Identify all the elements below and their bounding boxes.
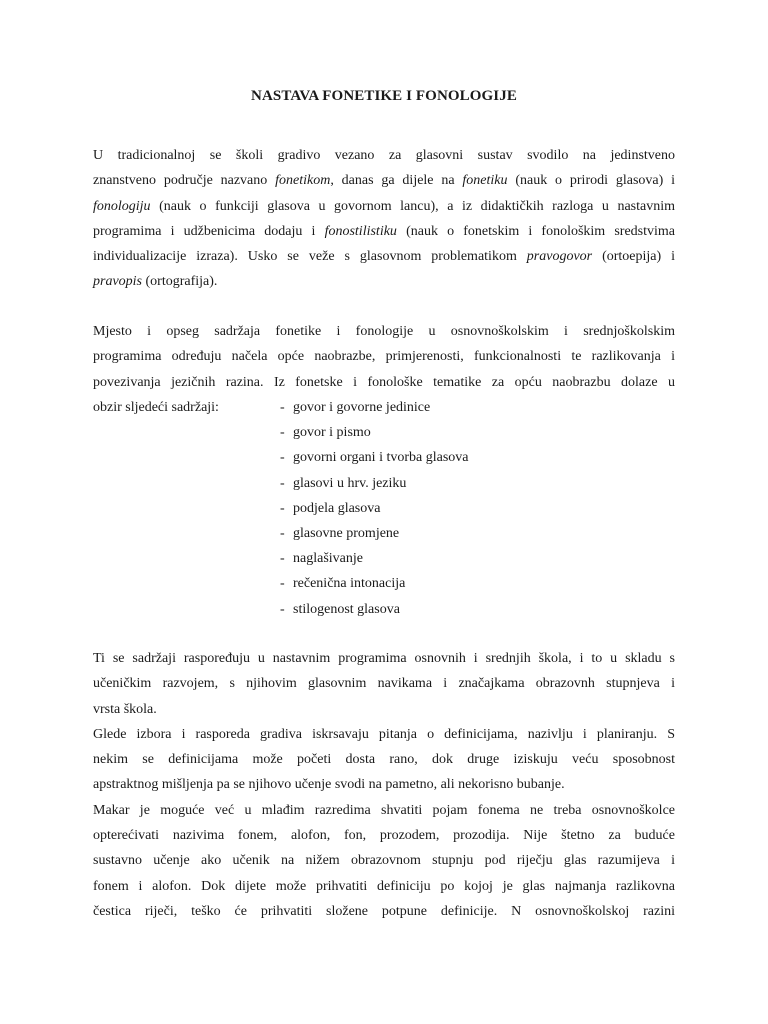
text-line: programima određuju načela opće naobrazbe, primjerenosti, funkcionalnosti te razlikovanja i — [93, 349, 675, 365]
list-item: - glasovi u hrv. jeziku — [280, 475, 407, 491]
text-line: apstraktnog mišljenja pa se njihovo učenje svodi na pametno, ali nekorisno bubanje. — [93, 777, 565, 793]
text-line: fonem i alofon. Dok dijete može prihvatiti definiciju po kojoj je glas najmanja razlikovna — [93, 878, 675, 894]
text-line: čestica riječi, teško će prihvatiti složene potpune definicije. N osnovnoškolskoj razini — [93, 903, 675, 919]
text-line: povezivanja jezičnih razina. Iz fonetske i fonološke tematike za opću naobrazbu dolaze u — [93, 374, 675, 390]
text-line: Ti se sadržaji raspoređuju u nastavnim programima osnovnih i srednjih škola, i to u skladu s — [93, 651, 675, 666]
text-line: pravopis (ortografija). — [93, 274, 218, 290]
paragraph-distribution — [93, 646, 675, 924]
list-item: - govor i govorne jedinice — [280, 400, 431, 415]
text-line: sustavno učenje ako učenik na nižem obrazovnom stupnju pod riječju glas razumijeva i — [93, 853, 675, 869]
list-item: - govorni organi i tvorba glasova — [280, 450, 469, 466]
page-title: NASTAVA FONETIKE I FONOLOGIJE — [251, 88, 517, 104]
text-line: U tradicionalnoj se školi gradivo vezano za glasovni sustav svodilo na jedinstveno — [93, 148, 675, 163]
text-line: nekim se definicijama može početi dosta rano, dok druge iziskuju veću sposobnost — [93, 752, 675, 768]
text-line: znanstveno područje nazvano fonetikom, danas ga dijele na fonetiku (nauk o prirodi glasova) i — [93, 173, 675, 189]
list-item: - glasovne promjene — [280, 525, 400, 541]
paragraph-content-scope — [93, 319, 675, 395]
text-line: Makar je moguće već u mlađim razredima shvatiti pojam fonema ne treba osnovnoškolce — [93, 802, 675, 818]
list-item: - podjela glasova — [280, 500, 381, 516]
text-line: opterećivati nazivima fonem, alofon, fon, prozodem, prozodija. Nije štetno za buduće — [93, 828, 675, 844]
text-line: individualizacije izraza). Usko se veže s glasovnom problematikom pravogovor (ortoepija) i — [93, 249, 675, 265]
list-intro-text: obzir sljedeći sadržaji: — [93, 400, 219, 415]
text-line: Mjesto i opseg sadržaja fonetike i fonologije u osnovnoškolskim i srednjoškolskim — [93, 324, 675, 339]
list-item: - govor i pismo — [280, 425, 371, 441]
list-item: - stilogenost glasova — [280, 601, 400, 617]
text-line: programima i udžbenicima dodaju i fonostilistiku (nauk o fonetskim i fonološkim sredstvima — [93, 223, 676, 239]
text-line: fonologiju (nauk o funkciji glasova u govornom lancu), a iz didaktičkih razloga u nastavnim — [93, 198, 675, 214]
list-item: - rečenična intonacija — [280, 576, 406, 592]
text-line: vrsta škola. — [93, 701, 157, 717]
text-line: učeničkim razvojem, s njihovim glasovnim navikama i značajkama obrazovnh stupnjeva i — [93, 676, 675, 692]
list-item: - naglašivanje — [280, 551, 363, 567]
paragraph-intro — [93, 143, 675, 295]
text-line: Glede izbora i rasporeda gradiva iskrsavaju pitanja o definicijama, nazivlju i planiranju. S — [93, 726, 675, 742]
content-list — [280, 395, 469, 622]
